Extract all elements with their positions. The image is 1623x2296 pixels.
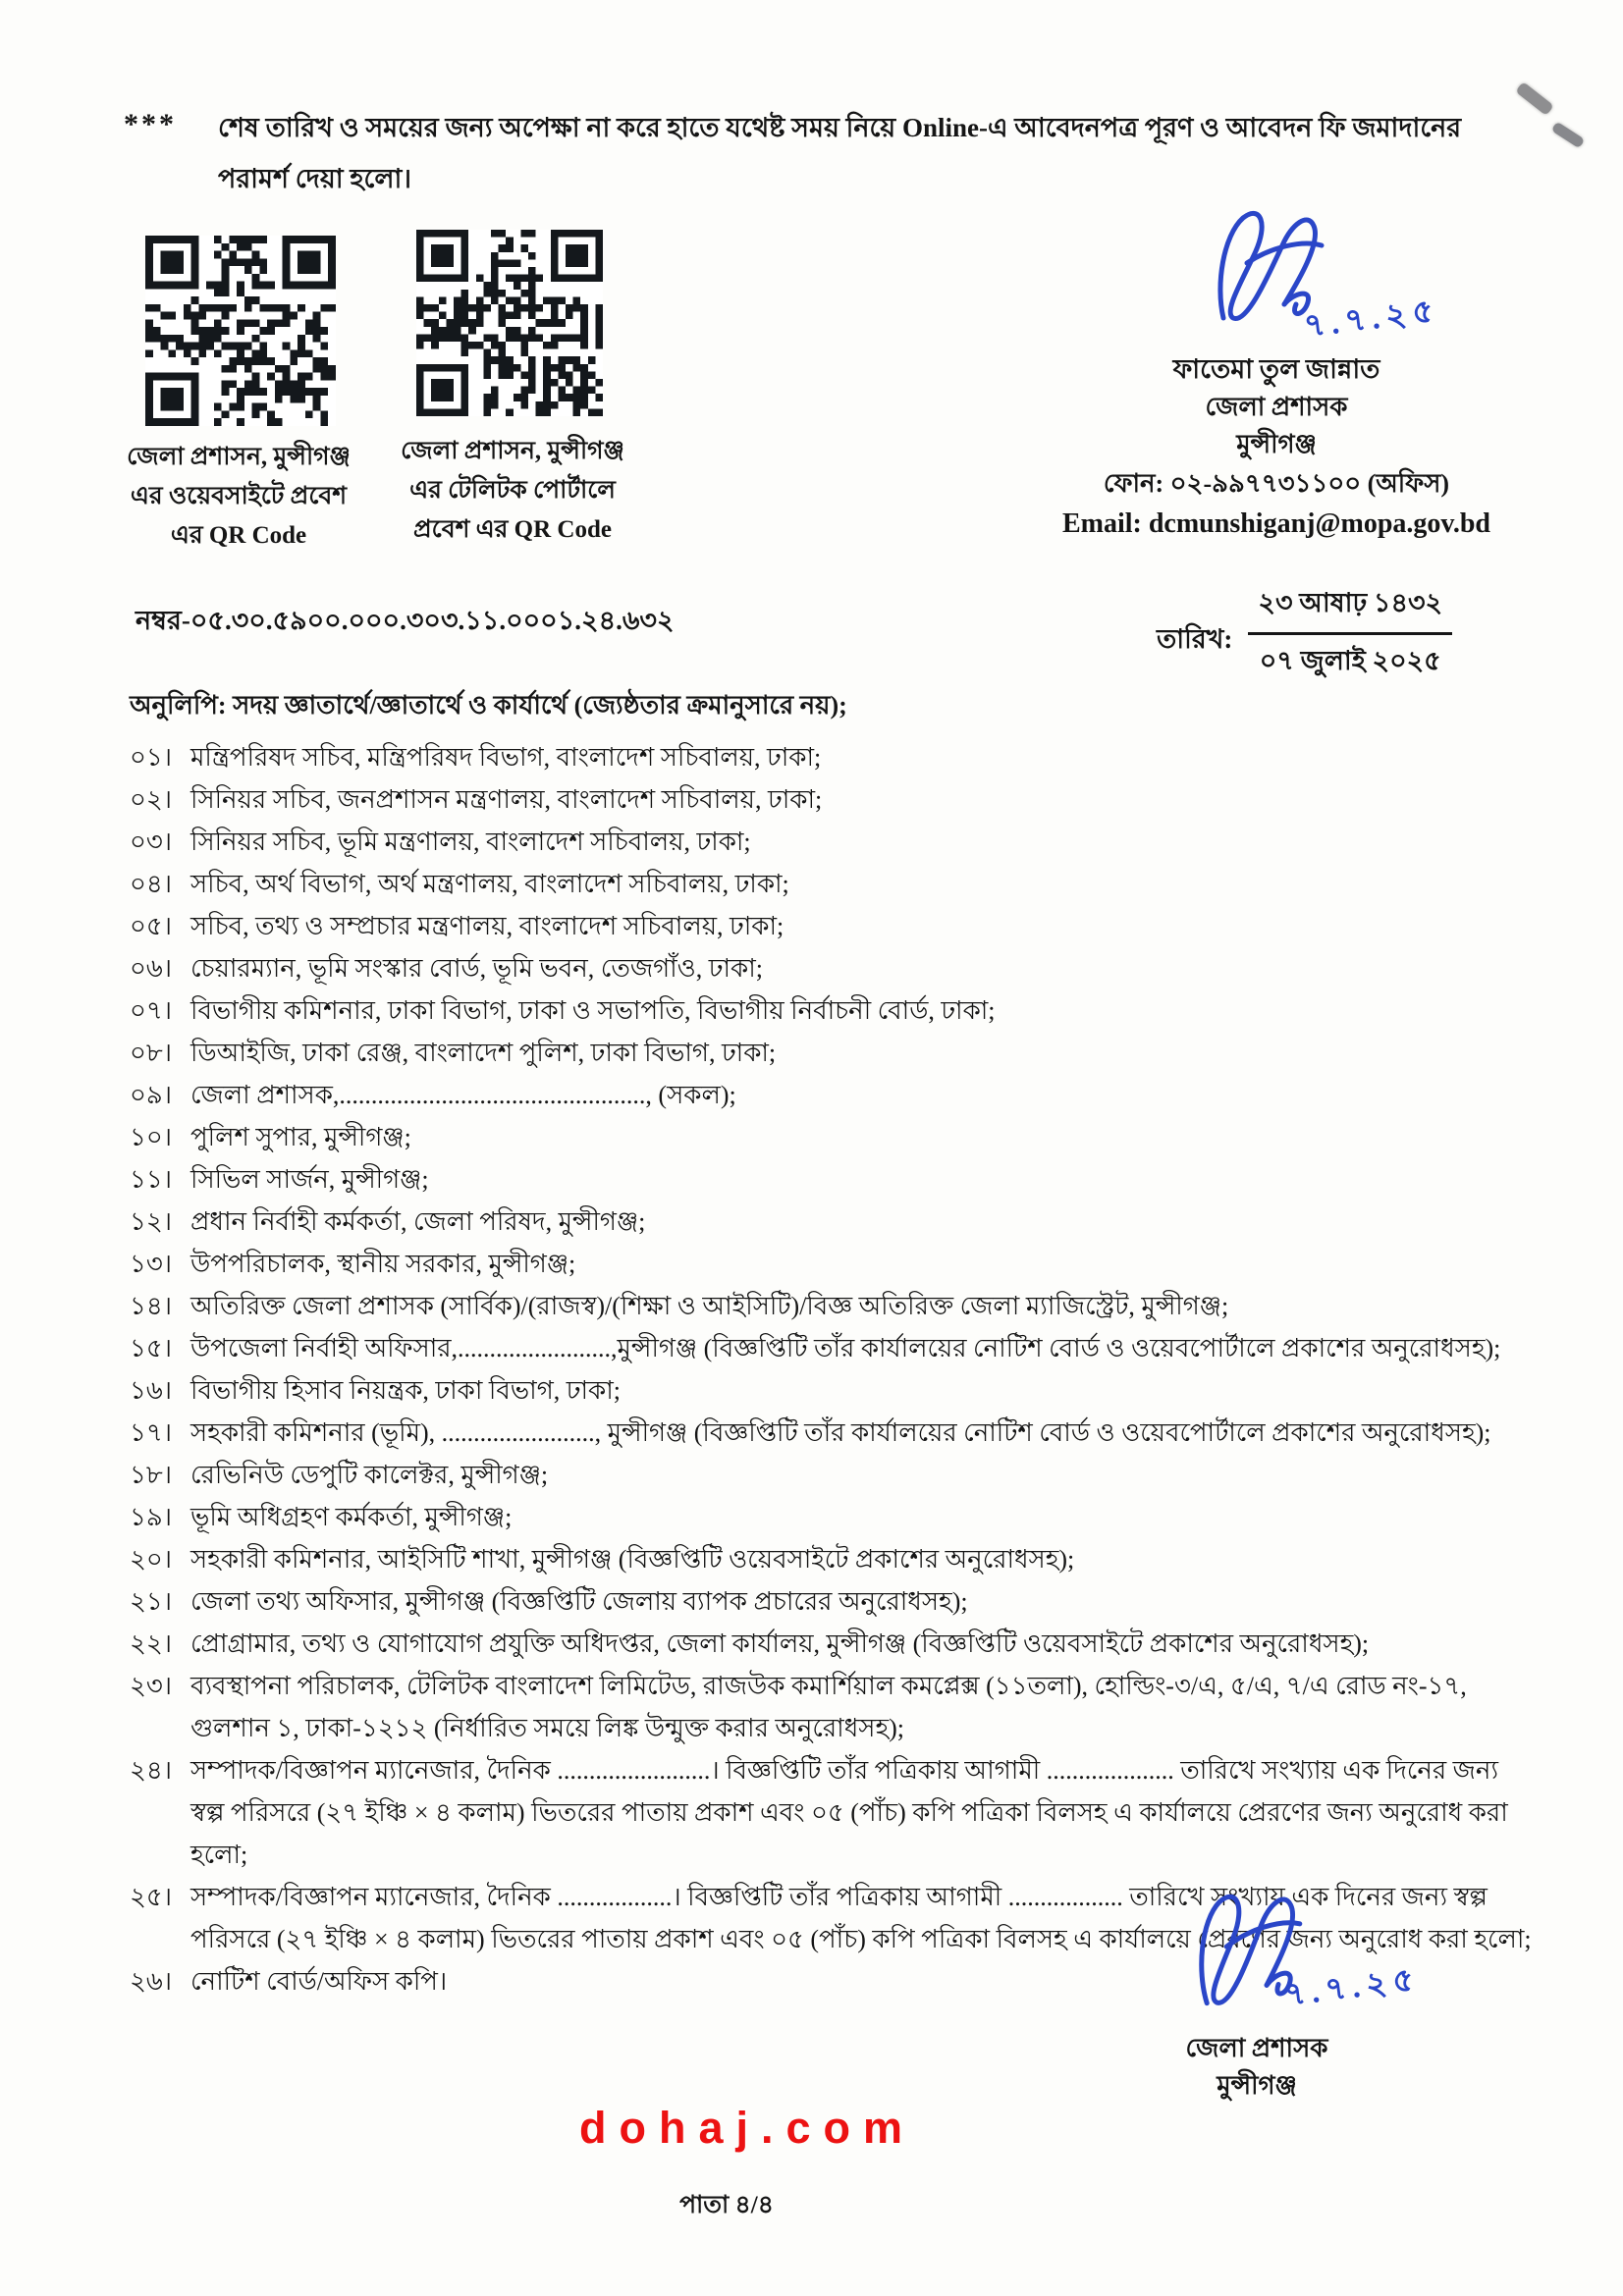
list-item-text: মন্ত্রিপরিষদ সচিব, মন্ত্রিপরিষদ বিভাগ, বাংলাদেশ সচিবালয়, ঢাকা; — [190, 743, 822, 772]
list-item — [130, 1032, 1532, 1074]
list-item-number: ২৫। — [130, 1883, 173, 1911]
list-item-number: ১৮। — [130, 1461, 173, 1489]
list-item-text: প্রধান নির্বাহী কর্মকর্তা, জেলা পরিষদ, মুন্সীগঞ্জ; — [190, 1207, 646, 1236]
list-item-number: ১৪। — [130, 1292, 173, 1320]
list-item-text: সহকারী কমিশনার, আইসিটি শাখা, মুন্সীগঞ্জ (বিজ্ঞপ্তিটি ওয়েবসাইটে প্রকাশের অনুরোধসহ); — [190, 1545, 1075, 1574]
list-item-number: ২৩। — [130, 1672, 173, 1700]
memo-number: নম্বর-০৫.৩০.৫৯০০.০০০.৩০৩.১১.০০০১.২৪.৬৩২ — [135, 606, 675, 635]
signatory-name: ফাতেমা তুল জান্নাত — [1172, 354, 1380, 384]
list-item — [130, 1665, 1532, 1749]
list-item-number: ০৬। — [130, 954, 173, 983]
watermark-text: dohaj.com — [579, 2103, 916, 2153]
signatory-district: মুন্সীগঞ্জ — [1236, 430, 1317, 458]
list-item-number: ০৮। — [130, 1039, 173, 1067]
qr-caption-line: জেলা প্রশাসন, মুন্সীগঞ্জ — [127, 444, 351, 470]
list-item-text: ব্যবস্থাপনা পরিচালক, টেলিটক বাংলাদেশ লিমিটেড, রাজউক কমার্শিয়াল কমপ্লেক্স (১১তলা), হোল্ডিং-৩/এ, ৫/এ, ৭/এ রোড নং-১৭, গুলশান ১, ঢাকা-১২১২ (নির্ধারিত সময়ে লিঙ্ক উন্মুক্ত করার অনুরোধসহ); — [190, 1672, 1467, 1742]
signatory-district: মুন্সীগঞ্জ — [1217, 2071, 1297, 2100]
signature-block-top — [992, 202, 1561, 544]
list-item-text: সিনিয়র সচিব, ভূমি মন্ত্রণালয়, বাংলাদেশ সচিবালয়, ঢাকা; — [190, 828, 751, 856]
list-item-number: ১৫। — [130, 1334, 173, 1362]
list-item — [130, 863, 1532, 905]
list-item-text: উপজেলা নির্বাহী অফিসার,........................,মুন্সীগঞ্জ (বিজ্ঞপ্তিটি তাঁর কার্যালয়ের নোটিশ বোর্ড ও ওয়েবপোর্টালে প্রকাশের অনুরোধসহ); — [190, 1334, 1501, 1362]
list-item — [130, 778, 1532, 821]
list-item — [130, 1580, 1532, 1623]
signatory-email: Email: dcmunshiganj@mopa.gov.bd — [1061, 508, 1491, 539]
list-item — [130, 821, 1532, 863]
list-item — [130, 1369, 1532, 1412]
list-item — [130, 1201, 1532, 1243]
list-item-number: ০৩। — [130, 828, 173, 856]
handwritten-date: ৭.৭.২৫ — [1282, 1961, 1422, 2014]
list-item-text: বিভাগীয় কমিশনার, ঢাকা বিভাগ, ঢাকা ও সভাপতি, বিভাগীয় নির্বাচনী বোর্ড, ঢাকা; — [190, 996, 996, 1025]
list-item — [130, 947, 1532, 989]
signatory-designation: জেলা প্রশাসক — [1185, 2034, 1328, 2062]
signature-block-bottom — [1031, 1883, 1483, 2105]
list-item-number: ১০। — [130, 1123, 173, 1151]
qr-caption-teletalk — [385, 432, 640, 550]
list-item-number: ১৬। — [130, 1376, 173, 1405]
list-item-text: চেয়ারম্যান, ভূমি সংস্কার বোর্ড, ভূমি ভবন, তেজগাঁও, ঢাকা; — [190, 954, 764, 983]
list-item — [130, 1158, 1532, 1201]
list-item — [130, 1327, 1532, 1369]
list-item-number: ১৭। — [130, 1418, 173, 1447]
list-item-text: সচিব, তথ্য ও সম্প্রচার মন্ত্রণালয়, বাংলাদেশ সচিবালয়, ঢাকা; — [190, 912, 784, 940]
signatory-designation: জেলা প্রশাসক — [1205, 393, 1348, 421]
staple-mark — [1515, 81, 1554, 116]
qr-caption-line: এর টেলিটক পোর্টালে — [409, 477, 616, 504]
list-item — [130, 1074, 1532, 1116]
advisory-note — [124, 102, 1498, 204]
qr-caption-website — [96, 438, 381, 556]
list-item — [130, 989, 1532, 1032]
list-item-text: পুলিশ সুপার, মুন্সীগঞ্জ; — [190, 1123, 411, 1151]
list-item-text: অতিরিক্ত জেলা প্রশাসক (সার্বিক)/(রাজস্ব)/(শিক্ষা ও আইসিটি)/বিজ্ঞ অতিরিক্ত জেলা ম্যাজিস্ট্রেট, মুন্সীগঞ্জ; — [190, 1292, 1229, 1320]
list-item-number: ০৫। — [130, 912, 173, 940]
signatory-phone: ফোন: ০২-৯৯৭৭৩১১০০ (অফিস) — [1103, 469, 1450, 498]
list-item-number: ২৬। — [130, 1967, 173, 1996]
list-item-number: ০৭। — [130, 996, 173, 1025]
page-number: পাতা ৪/৪ — [679, 2192, 774, 2218]
distribution-heading: অনুলিপি: সদয় জ্ঞাতার্থে/জ্ঞাতার্থে ও কার্যার্থে (জ্যেষ্ঠতার ক্রমানুসারে নয়); — [130, 691, 847, 720]
list-item-number: ২১। — [130, 1587, 173, 1616]
list-item-text: জেলা তথ্য অফিসার, মুন্সীগঞ্জ (বিজ্ঞপ্তিটি জেলায় ব্যাপক প্রচারের অনুরোধসহ); — [190, 1587, 968, 1616]
date-label: তারিখ: — [1157, 623, 1233, 654]
list-item-text: সিভিল সার্জন, মুন্সীগঞ্জ; — [190, 1165, 429, 1194]
qr-caption-line: জেলা প্রশাসন, মুন্সীগঞ্জ — [401, 438, 624, 464]
list-item — [130, 905, 1532, 947]
list-item-number: ২২। — [130, 1629, 173, 1658]
list-item — [130, 1454, 1532, 1496]
list-item-number: ০১। — [130, 743, 173, 772]
list-item-number: ২৪। — [130, 1756, 173, 1785]
qr-caption-line: প্রবেশ এর QR Code — [413, 516, 612, 543]
list-item — [130, 1412, 1532, 1454]
note-asterisks: *** — [124, 108, 177, 140]
distribution-list — [130, 736, 1532, 2002]
list-item-number: ২০। — [130, 1545, 173, 1574]
list-item — [130, 1538, 1532, 1580]
list-item-text: ডিআইজি, ঢাকা রেঞ্জ, বাংলাদেশ পুলিশ, ঢাকা বিভাগ, ঢাকা; — [190, 1039, 777, 1067]
list-item — [130, 1116, 1532, 1158]
list-item-number: ০৪। — [130, 870, 173, 898]
list-item-text: নোটিশ বোর্ড/অফিস কপি। — [190, 1967, 448, 1996]
note-text: শেষ তারিখ ও সময়ের জন্য অপেক্ষা না করে হাতে যথেষ্ট সময় নিয়ে Online-এ আবেদনপত্র পূরণ ও আবেদন ফি জমাদানের পরামর্শ দেয়া হলো। — [218, 113, 1462, 193]
list-item-text: বিভাগীয় হিসাব নিয়ন্ত্রক, ঢাকা বিভাগ, ঢাকা; — [190, 1376, 621, 1405]
list-item-text: সম্পাদক/বিজ্ঞাপন ম্যানেজার, দৈনিক ..................। বিজ্ঞপ্তিটি তাঁর পত্রিকায় আগামী .................. তারিখে সংখ্যায় এক দিনের জন্য স্বল্প পরিসরে (২৭ ইঞ্চি × ৪ কলাম) ভিতরের পাতায় প্রকাশ এবং ০৫ (পাঁচ) কপি পত্রিকা বিলসহ এ কার্যালয়ে প্রেরণের জন্য অনুরোধ করা হলো; — [190, 1883, 1532, 1953]
list-item — [130, 1285, 1532, 1327]
qr-code-website — [145, 236, 336, 426]
list-item — [130, 736, 1532, 778]
list-item — [130, 1749, 1532, 1876]
list-item — [130, 1243, 1532, 1285]
list-item-number: ১৩। — [130, 1250, 173, 1278]
list-item — [130, 1496, 1532, 1538]
list-item-number: ০৯। — [130, 1081, 173, 1109]
qr-code-teletalk-portal — [416, 230, 603, 416]
list-item-text: ভূমি অধিগ্রহণ কর্মকর্তা, মুন্সীগঞ্জ; — [190, 1503, 513, 1531]
list-item-number: ০২। — [130, 785, 173, 814]
list-item-text: সচিব, অর্থ বিভাগ, অর্থ মন্ত্রণালয়, বাংলাদেশ সচিবালয়, ঢাকা; — [190, 870, 789, 898]
list-item-text: সিনিয়র সচিব, জনপ্রশাসন মন্ত্রণালয়, বাংলাদেশ সচিবালয়, ঢাকা; — [190, 785, 823, 814]
memo-date-block — [1157, 583, 1452, 685]
list-item-text: প্রোগ্রামার, তথ্য ও যোগাযোগ প্রযুক্তি অধিদপ্তর, জেলা কার্যালয়, মুন্সীগঞ্জ (বিজ্ঞপ্তিটি ওয়েবসাইটে প্রকাশের অনুরোধসহ); — [190, 1629, 1370, 1658]
list-item-number: ১১। — [130, 1165, 173, 1194]
qr-caption-line: এর ওয়েবসাইটে প্রবেশ — [130, 483, 348, 509]
date-gregorian: ০৭ জুলাই ২০২৫ — [1259, 646, 1441, 675]
handwritten-date: ৭.৭.২৫ — [1302, 293, 1441, 346]
list-item-text: উপপরিচালক, স্থানীয় সরকার, মুন্সীগঞ্জ; — [190, 1250, 576, 1278]
qr-caption-line: এর QR Code — [170, 522, 307, 549]
list-item-text: জেলা প্রশাসক,................................................, (সকল); — [190, 1081, 736, 1109]
list-item-text: রেভিনিউ ডেপুটি কালেক্টর, মুন্সীগঞ্জ; — [190, 1461, 549, 1489]
list-item — [130, 1623, 1532, 1665]
date-bangla: ২৩ আষাঢ় ১৪৩২ — [1248, 583, 1452, 635]
list-item-number: ১২। — [130, 1207, 173, 1236]
list-item-text: সহকারী কমিশনার (ভূমি), ........................, মুন্সীগঞ্জ (বিজ্ঞপ্তিটি তাঁর কার্যালয়ের নোটিশ বোর্ড ও ওয়েবপোর্টালে প্রকাশের অনুরোধসহ); — [190, 1418, 1491, 1447]
staple-mark — [1551, 122, 1586, 149]
list-item-text: সম্পাদক/বিজ্ঞাপন ম্যানেজার, দৈনিক ........................। বিজ্ঞপ্তিটি তাঁর পত্রিকায় আগামী .................... তারিখে সংখ্যায় এক দিনের জন্য স্বল্প পরিসরে (২৭ ইঞ্চি × ৪ কলাম) ভিতরের পাতায় প্রকাশ এবং ০৫ (পাঁচ) কপি পত্রিকা বিলসহ এ কার্যালয়ে প্রেরণের জন্য অনুরোধ করা হলো; — [190, 1756, 1508, 1869]
list-item-number: ১৯। — [130, 1503, 173, 1531]
